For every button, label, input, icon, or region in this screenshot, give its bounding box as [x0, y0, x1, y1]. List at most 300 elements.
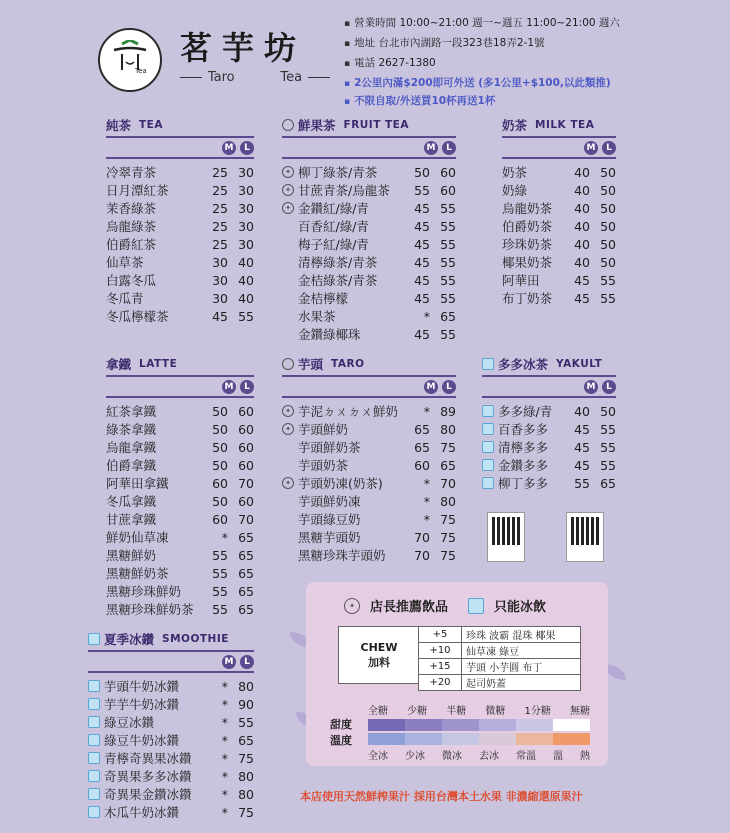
ice-cube-icon — [482, 441, 494, 453]
price-m: 30 — [212, 272, 228, 288]
price-m: 25 — [212, 218, 228, 234]
price-m: * — [423, 308, 430, 324]
addon-label: 加料 — [368, 655, 390, 669]
item-name: 芋頭牛奶冰鑽 — [104, 679, 180, 694]
item-name: 奶茶 — [502, 165, 528, 180]
price-l: 55 — [238, 308, 254, 324]
addon-price: +20 — [419, 675, 462, 691]
price-m: 50 — [212, 439, 228, 455]
store-qr-code — [566, 512, 604, 562]
item-name: 綠豆牛奶冰鑽 — [104, 733, 180, 748]
section-title — [282, 116, 456, 138]
section-title-en: FRUIT TEA — [343, 119, 409, 131]
menu-item — [502, 163, 616, 181]
item-name: 伯爵拿鐵 — [106, 458, 157, 473]
size-l-badge: L — [602, 141, 616, 155]
price-l: 50 — [600, 403, 616, 419]
price-m: 40 — [574, 182, 590, 198]
recommended-label: 店長推薦飲品 — [370, 600, 449, 615]
addon-row — [419, 627, 581, 643]
price-m: * — [423, 493, 430, 509]
menu-item — [282, 528, 456, 546]
section-title — [482, 355, 616, 377]
menu-item — [106, 582, 254, 600]
menu-item — [106, 456, 254, 474]
item-name: 烏龍綠茶 — [106, 219, 157, 234]
price-l: 65 — [440, 308, 456, 324]
price-l: 65 — [238, 565, 254, 581]
section-smoothie — [88, 630, 254, 821]
addon-items: 仙草凍 綠豆 — [462, 643, 581, 659]
price-m: 30 — [212, 290, 228, 306]
size-m-badge: M — [222, 655, 236, 669]
price-l: 60 — [238, 421, 254, 437]
section-title-zh: 奶茶 — [502, 118, 528, 133]
size-m-badge: M — [424, 141, 438, 155]
price-l: 80 — [440, 421, 456, 437]
price-m: * — [423, 475, 430, 491]
price-l: 75 — [238, 750, 254, 766]
ice-cube-icon — [482, 358, 494, 370]
item-name: 金鑽綠椰珠 — [298, 327, 361, 342]
brand-sub-right: Tea — [280, 70, 303, 85]
price-l: 30 — [238, 182, 254, 198]
ice-cube-icon — [88, 752, 100, 764]
menu-item — [88, 731, 254, 749]
price-l: 70 — [238, 511, 254, 527]
item-name: 水果茶 — [298, 309, 336, 324]
scale-level: 全糖 — [368, 706, 388, 717]
item-name: 芋頭鮮奶 — [298, 422, 349, 437]
menu-item — [282, 163, 456, 181]
ice-cube-icon — [88, 806, 100, 818]
size-l-badge: L — [442, 141, 456, 155]
item-name: 芋芋牛奶冰鑽 — [104, 697, 180, 712]
recommend-box — [306, 582, 608, 766]
scale-level: 溫 — [553, 751, 563, 762]
addon-header — [338, 626, 420, 684]
price-l: 55 — [440, 218, 456, 234]
menu-item — [282, 492, 456, 510]
menu-item — [106, 510, 254, 528]
item-name: 綠茶拿鐵 — [106, 422, 157, 437]
price-l: 65 — [600, 475, 616, 491]
recommend-icon: ✦ — [282, 405, 294, 417]
item-name: 冬瓜拿鐵 — [106, 494, 157, 509]
scale-level: 全冰 — [368, 751, 388, 762]
item-name: 奇異果金鑽冰鑽 — [104, 787, 192, 802]
sweetness-levels — [368, 702, 590, 717]
price-l: 50 — [600, 236, 616, 252]
menu-item — [282, 253, 456, 271]
item-name: 阿華田 — [502, 273, 540, 288]
menu-item — [106, 492, 254, 510]
item-name: 烏龍奶茶 — [502, 201, 553, 216]
price-m: 45 — [414, 272, 430, 288]
section-title-zh: 純茶 — [106, 118, 132, 133]
price-m: 55 — [212, 565, 228, 581]
menu-item — [282, 325, 456, 343]
price-m: 50 — [212, 457, 228, 473]
price-m: 45 — [414, 326, 430, 342]
price-m: 65 — [414, 421, 430, 437]
menu-item — [106, 564, 254, 582]
item-name: 烏龍拿鐵 — [106, 440, 157, 455]
price-m: 45 — [414, 200, 430, 216]
menu-item — [88, 713, 254, 731]
price-l: 55 — [600, 457, 616, 473]
price-m: 55 — [212, 547, 228, 563]
menu-item — [106, 181, 254, 199]
price-l: 90 — [238, 696, 254, 712]
price-m: 70 — [414, 547, 430, 563]
menu-item — [502, 181, 616, 199]
price-l: 70 — [440, 475, 456, 491]
section-title-zh: 多多冰茶 — [498, 357, 549, 372]
price-m: 45 — [414, 218, 430, 234]
section-title-en: MILK TEA — [535, 119, 595, 131]
price-l: 50 — [600, 254, 616, 270]
price-m: 50 — [212, 403, 228, 419]
ice-cube-icon — [482, 423, 494, 435]
ice-cube-icon — [482, 405, 494, 417]
scale-level: 熱 — [580, 751, 590, 762]
recommend-icon: ✦ — [282, 423, 294, 435]
addon-items: 珍珠 波霸 混珠 椰果 — [462, 627, 581, 643]
addon-price: +10 — [419, 643, 462, 659]
section-title-zh: 拿鐵 — [106, 357, 132, 372]
price-l: 80 — [238, 678, 254, 694]
menu-item — [282, 181, 456, 199]
menu-item — [282, 510, 456, 528]
menu-item — [106, 402, 254, 420]
price-m: * — [221, 786, 228, 802]
price-l: 50 — [600, 182, 616, 198]
item-name: 芋頭綠豆奶 — [298, 512, 361, 527]
ice-cube-icon — [88, 716, 100, 728]
section-latte — [106, 355, 254, 618]
size-m-badge: M — [222, 380, 236, 394]
price-l: 55 — [600, 290, 616, 306]
item-name: 奶綠 — [502, 183, 528, 198]
recommend-icon: ✦ — [282, 184, 294, 196]
addon-items: 起司奶蓋 — [462, 675, 581, 691]
size-l-badge: L — [602, 380, 616, 394]
scale-level: 常溫 — [516, 751, 536, 762]
menu-item — [88, 749, 254, 767]
price-l: 30 — [238, 164, 254, 180]
item-name: 珍珠奶茶 — [502, 237, 553, 252]
price-m: 45 — [574, 439, 590, 455]
menu-item — [106, 546, 254, 564]
price-l: 55 — [238, 714, 254, 730]
price-m: 55 — [212, 601, 228, 617]
menu-item — [282, 271, 456, 289]
price-l: 70 — [238, 475, 254, 491]
price-l: 65 — [238, 547, 254, 563]
menu-item — [282, 546, 456, 564]
scale-level: 少糖 — [407, 706, 428, 717]
price-m: * — [221, 696, 228, 712]
temperature-bar — [368, 733, 590, 745]
price-m: 60 — [212, 511, 228, 527]
section-yakult — [482, 355, 616, 492]
section-title-en: TEA — [139, 119, 163, 131]
section-title — [106, 116, 254, 138]
item-name: 清檸多多 — [498, 440, 549, 455]
item-name: 黑糖珍珠芋頭奶 — [298, 548, 386, 563]
ice-cube-icon — [88, 770, 100, 782]
price-l: 55 — [440, 254, 456, 270]
menu-item — [106, 600, 254, 618]
addon-row — [419, 675, 581, 691]
menu-item — [106, 253, 254, 271]
size-m-badge: M — [222, 141, 236, 155]
recommend-icon: ✦ — [282, 202, 294, 214]
price-m: * — [221, 804, 228, 820]
item-name: 金鑽紅/綠/青 — [298, 201, 369, 216]
hours-text: ▪ 營業時間 10:00~21:00 週一~週五 11:00~21:00 週六 — [344, 14, 724, 34]
price-l: 60 — [440, 182, 456, 198]
store-info — [344, 14, 724, 112]
menu-item — [106, 420, 254, 438]
addon-price: +5 — [419, 627, 462, 643]
menu-item — [482, 438, 616, 456]
price-l: 30 — [238, 218, 254, 234]
menu-item — [282, 217, 456, 235]
price-l: 80 — [238, 786, 254, 802]
price-l: 60 — [238, 403, 254, 419]
item-name: 白露冬瓜 — [106, 273, 157, 288]
menu-item — [282, 474, 456, 492]
brand-sub-left: Taro — [207, 70, 235, 85]
recommend-icon: ✦ — [344, 598, 360, 614]
item-name: 金桔檸檬 — [298, 291, 349, 306]
cup-icon — [282, 119, 294, 131]
size-header — [282, 380, 456, 398]
menu-item — [282, 235, 456, 253]
menu-item — [106, 289, 254, 307]
menu-list — [106, 402, 254, 618]
sweetness-label: 甜度 — [330, 718, 352, 731]
item-name: 百香多多 — [498, 422, 549, 437]
section-title-zh: 鮮果茶 — [298, 118, 336, 133]
price-l: 30 — [238, 236, 254, 252]
price-m: 25 — [212, 182, 228, 198]
size-header — [502, 141, 616, 159]
price-m: 45 — [212, 308, 228, 324]
price-l: 65 — [238, 583, 254, 599]
menu-item — [282, 420, 456, 438]
section-pure-tea — [106, 116, 254, 325]
menu-list — [282, 402, 456, 564]
item-name: 青檸奇異果冰鑽 — [104, 751, 192, 766]
section-title — [282, 355, 456, 377]
item-name: 金鑽多多 — [498, 458, 549, 473]
item-name: 阿華田拿鐵 — [106, 476, 169, 491]
price-l: 55 — [600, 439, 616, 455]
price-l: 55 — [600, 272, 616, 288]
price-l: 60 — [440, 164, 456, 180]
address-text: ▪ 地址 台北市內湖路一段323巷18弄2-1號 — [344, 34, 724, 54]
temperature-label: 溫度 — [330, 734, 352, 747]
size-l-badge: L — [240, 655, 254, 669]
price-m: 25 — [212, 164, 228, 180]
price-m: 55 — [574, 475, 590, 491]
price-m: 40 — [574, 403, 590, 419]
item-name: 黑糖珍珠鮮奶 — [106, 584, 182, 599]
price-m: 70 — [414, 529, 430, 545]
item-name: 芋頭鮮奶凍 — [298, 494, 361, 509]
item-name: 黑糖芋頭奶 — [298, 530, 361, 545]
scale-level: 無糖 — [570, 706, 590, 717]
menu-item — [282, 289, 456, 307]
ice-cube-icon — [88, 633, 100, 645]
recommend-icon: ✦ — [282, 166, 294, 178]
item-name: 布丁奶茶 — [502, 291, 553, 306]
price-m: 40 — [574, 164, 590, 180]
scale-level: 微冰 — [442, 751, 462, 762]
addon-row — [419, 643, 581, 659]
price-m: 40 — [574, 200, 590, 216]
section-title-en: YAKULT — [556, 358, 603, 370]
item-name: 芋頭奶凍(奶茶) — [298, 476, 383, 491]
price-m: * — [221, 768, 228, 784]
menu-item — [106, 438, 254, 456]
scale-level: 去冰 — [479, 751, 499, 762]
menu-item — [502, 253, 616, 271]
item-name: 冬瓜檸檬茶 — [106, 309, 169, 324]
price-m: 45 — [414, 290, 430, 306]
price-m: 40 — [574, 236, 590, 252]
price-l: 40 — [238, 290, 254, 306]
price-l: 60 — [238, 457, 254, 473]
brand-block — [180, 28, 330, 88]
price-l: 55 — [600, 421, 616, 437]
ice-cube-icon — [88, 734, 100, 746]
menu-item — [502, 235, 616, 253]
chew-label: CHEW — [360, 640, 398, 654]
scale-level: 少冰 — [405, 751, 425, 762]
price-l: 75 — [440, 547, 456, 563]
item-name: 金桔綠茶/青茶 — [298, 273, 378, 288]
section-fruit-tea — [282, 116, 456, 343]
price-l: 65 — [238, 601, 254, 617]
price-l: 65 — [238, 732, 254, 748]
menu-list — [502, 163, 616, 307]
item-name: 芋頭鮮奶茶 — [298, 440, 361, 455]
price-m: 45 — [574, 272, 590, 288]
menu-item — [88, 695, 254, 713]
brand-name: 茗芋坊 — [180, 29, 307, 67]
item-name: 伯爵紅茶 — [106, 237, 157, 252]
ice-cube-icon — [88, 788, 100, 800]
size-l-badge: L — [442, 380, 456, 394]
menu-item — [282, 438, 456, 456]
sweetness-scale — [368, 702, 590, 762]
size-m-badge: M — [584, 380, 598, 394]
item-name: 黑糖珍珠鮮奶茶 — [106, 602, 194, 617]
price-m: 25 — [212, 236, 228, 252]
ice-cube-icon — [88, 698, 100, 710]
scale-level: 1分糖 — [524, 706, 551, 717]
size-m-badge: M — [584, 141, 598, 155]
price-l: 80 — [238, 768, 254, 784]
price-m: 40 — [574, 218, 590, 234]
item-name: 紅茶拿鐵 — [106, 404, 157, 419]
menu-list — [88, 677, 254, 821]
price-l: 75 — [440, 511, 456, 527]
item-name: 奇異果多多冰鑽 — [104, 769, 192, 784]
menu-item — [502, 271, 616, 289]
price-m: 30 — [212, 254, 228, 270]
section-title-en: LATTE — [139, 358, 178, 370]
price-l: 75 — [238, 804, 254, 820]
section-title — [502, 116, 616, 138]
price-m: 45 — [574, 290, 590, 306]
menu-item — [502, 289, 616, 307]
section-milk-tea — [502, 116, 616, 307]
item-name: 芋頭奶茶 — [298, 458, 349, 473]
menu-item — [106, 217, 254, 235]
addon-items: 芋頭 小芋圓 布丁 — [462, 659, 581, 675]
price-l: 65 — [238, 529, 254, 545]
menu-item — [106, 474, 254, 492]
item-name: 冷翠青茶 — [106, 165, 157, 180]
price-m: 50 — [212, 493, 228, 509]
logo — [98, 28, 162, 92]
menu-item — [502, 217, 616, 235]
scale-level: 半糖 — [446, 706, 467, 717]
price-l: 40 — [238, 272, 254, 288]
ice-cube-icon — [88, 680, 100, 692]
scale-level: 微糖 — [485, 706, 506, 717]
menu-item — [106, 163, 254, 181]
section-title-en: SMOOTHIE — [162, 633, 229, 645]
menu-item — [88, 785, 254, 803]
menu-item — [106, 199, 254, 217]
menu-list — [282, 163, 456, 343]
addon-table — [418, 626, 581, 691]
item-name: 清檸綠茶/青茶 — [298, 255, 378, 270]
menu-item — [106, 235, 254, 253]
item-name: 甘蔗青茶/烏龍茶 — [298, 183, 390, 198]
price-m: * — [221, 529, 228, 545]
price-m: 45 — [414, 254, 430, 270]
price-l: 55 — [440, 326, 456, 342]
size-l-badge: L — [240, 380, 254, 394]
price-l: 40 — [238, 254, 254, 270]
brand-subtitle — [180, 70, 330, 85]
price-m: 60 — [212, 475, 228, 491]
price-m: * — [221, 750, 228, 766]
line-qr-code — [487, 512, 525, 562]
item-name: 甘蔗拿鐵 — [106, 512, 157, 527]
menu-item — [106, 307, 254, 325]
price-m: * — [423, 403, 430, 419]
price-m: * — [221, 732, 228, 748]
menu-list — [106, 163, 254, 325]
price-l: 55 — [440, 200, 456, 216]
item-name: 綠豆冰鑽 — [104, 715, 155, 730]
item-name: 鮮奶仙草凍 — [106, 530, 169, 545]
price-l: 60 — [238, 439, 254, 455]
price-m: 50 — [414, 164, 430, 180]
price-m: 50 — [212, 421, 228, 437]
price-l: 60 — [238, 493, 254, 509]
price-m: 65 — [414, 439, 430, 455]
price-m: 60 — [414, 457, 430, 473]
